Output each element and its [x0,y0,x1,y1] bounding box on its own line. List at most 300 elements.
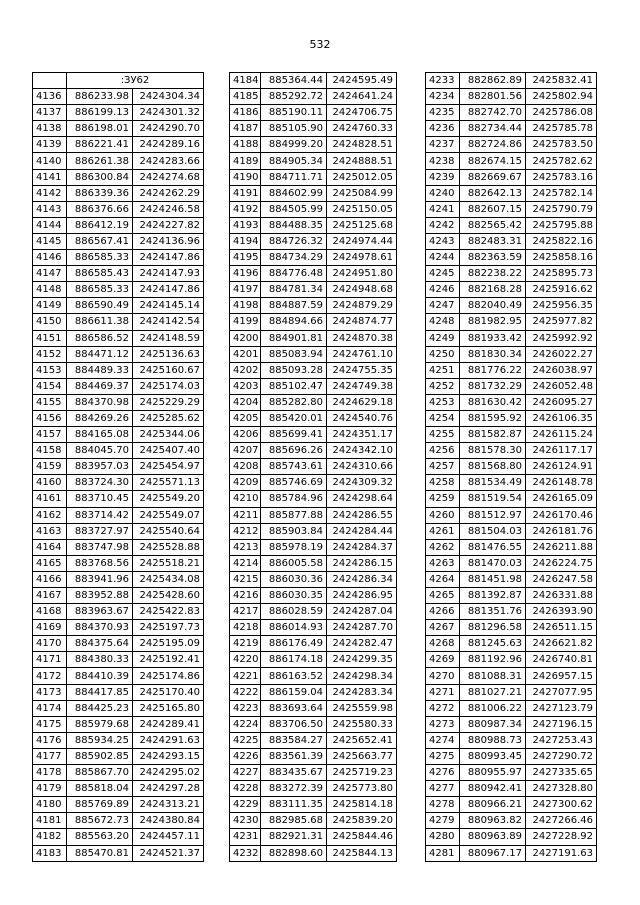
point-number: 4205 [230,410,261,426]
point-number: 4164 [33,539,67,555]
point-number: 4159 [33,459,67,475]
table-row [230,201,397,217]
x-coordinate: 884734.29 [261,250,327,266]
x-coordinate: 884894.66 [261,314,327,330]
x-coordinate: 881578.30 [460,443,526,459]
y-coordinate: 2424521.37 [133,845,204,861]
y-coordinate: 2425895.73 [526,266,597,282]
x-coordinate: 884370.93 [67,620,133,636]
x-coordinate: 884375.64 [67,636,133,652]
y-coordinate: 2426165.09 [526,491,597,507]
table-row [33,250,204,266]
table-row [426,620,597,636]
table-row [33,282,204,298]
y-coordinate: 2425174.86 [133,668,204,684]
table-row [33,668,204,684]
point-number: 4151 [33,330,67,346]
x-coordinate: 881476.55 [460,539,526,555]
point-number: 4188 [230,137,261,153]
x-coordinate: 885746.69 [261,475,327,491]
table-row [426,652,597,668]
table-row [33,700,204,716]
x-coordinate: 884370.98 [67,394,133,410]
point-number: 4221 [230,668,261,684]
point-number: 4264 [426,571,460,587]
x-coordinate: 885696.26 [261,443,327,459]
x-coordinate: 881245.63 [460,636,526,652]
y-coordinate: 2424888.51 [327,153,397,169]
point-number: 4208 [230,459,261,475]
x-coordinate: 881933.42 [460,330,526,346]
point-number: 4169 [33,620,67,636]
y-coordinate: 2424951.80 [327,266,397,282]
table-row [33,362,204,378]
y-coordinate: 2425832.41 [526,73,597,89]
x-coordinate: 881512.97 [460,507,526,523]
table-row [33,571,204,587]
y-coordinate: 2425916.62 [526,282,597,298]
y-coordinate: 2425528.88 [133,539,204,555]
point-number: 4192 [230,201,261,217]
point-number: 4225 [230,732,261,748]
table-row [33,314,204,330]
x-coordinate: 883727.97 [67,523,133,539]
y-coordinate: 2424342.10 [327,443,397,459]
x-coordinate: 881351.76 [460,604,526,620]
table-row [426,813,597,829]
x-coordinate: 880967.17 [460,845,526,861]
x-coordinate: 885364.44 [261,73,327,89]
point-number: 4149 [33,298,67,314]
x-coordinate: 881534.49 [460,475,526,491]
point-number: 4187 [230,121,261,137]
table-row [230,555,397,571]
table-row [230,732,397,748]
x-coordinate: 880955.97 [460,765,526,781]
x-coordinate: 885978.19 [261,539,327,555]
x-coordinate: 881088.31 [460,668,526,684]
table-row [426,169,597,185]
y-coordinate: 2424760.33 [327,121,397,137]
table-row [426,604,597,620]
point-number: 4237 [426,137,460,153]
point-number: 4207 [230,443,261,459]
x-coordinate: 881982.95 [460,314,526,330]
y-coordinate: 2424295.02 [133,765,204,781]
point-number: 4153 [33,362,67,378]
point-number: 4200 [230,330,261,346]
table-row [230,282,397,298]
point-number: 4177 [33,748,67,764]
point-number: 4150 [33,314,67,330]
point-number: 4216 [230,588,261,604]
point-number: 4267 [426,620,460,636]
x-coordinate: 883111.35 [261,797,327,813]
point-number: 4147 [33,266,67,282]
y-coordinate: 2426211.88 [526,539,597,555]
x-coordinate: 884410.39 [67,668,133,684]
table-row [33,169,204,185]
y-coordinate: 2425197.73 [133,620,204,636]
x-coordinate: 885867.70 [67,765,133,781]
y-coordinate: 2425160.67 [133,362,204,378]
point-number: 4238 [426,153,460,169]
y-coordinate: 2424289.16 [133,137,204,153]
point-number: 4202 [230,362,261,378]
point-number: 4186 [230,105,261,121]
table-row [426,443,597,459]
y-coordinate: 2424297.28 [133,781,204,797]
point-number: 4226 [230,748,261,764]
table-row [426,716,597,732]
y-coordinate: 2424313.21 [133,797,204,813]
x-coordinate: 882238.22 [460,266,526,282]
x-coordinate: 885190.11 [261,105,327,121]
x-coordinate: 886233.98 [67,89,133,105]
y-coordinate: 2424136.96 [133,233,204,249]
y-coordinate: 2425434.08 [133,571,204,587]
table-row [230,459,397,475]
table-row [230,507,397,523]
table-row [426,668,597,684]
y-coordinate: 2424286.15 [327,555,397,571]
point-number: 4274 [426,732,460,748]
y-coordinate: 2425786.08 [526,105,597,121]
coordinate-table-column-1 [32,72,204,862]
table-row [230,539,397,555]
x-coordinate: 883706.50 [261,716,327,732]
x-coordinate: 882862.89 [460,73,526,89]
point-number: 4176 [33,732,67,748]
table-row [230,491,397,507]
x-coordinate: 881006.22 [460,700,526,716]
table-row [230,443,397,459]
table-row [426,233,597,249]
x-coordinate: 880988.73 [460,732,526,748]
point-number: 4180 [33,797,67,813]
table-row [426,330,597,346]
x-coordinate: 881568.80 [460,459,526,475]
y-coordinate: 2425977.82 [526,314,597,330]
point-number: 4163 [33,523,67,539]
point-number: 4227 [230,765,261,781]
table-row [426,491,597,507]
point-number: 4156 [33,410,67,426]
y-coordinate: 2424262.29 [133,185,204,201]
y-coordinate: 2425344.06 [133,427,204,443]
x-coordinate: 884269.26 [67,410,133,426]
point-number: 4232 [230,845,261,861]
y-coordinate: 2424148.59 [133,330,204,346]
x-coordinate: 882724.86 [460,137,526,153]
y-coordinate: 2424879.29 [327,298,397,314]
point-number: 4251 [426,362,460,378]
y-coordinate: 2424284.37 [327,539,397,555]
table-row [426,571,597,587]
x-coordinate: 884999.20 [261,137,327,153]
y-coordinate: 2425229.29 [133,394,204,410]
table-row [230,233,397,249]
y-coordinate: 2425454.97 [133,459,204,475]
table-row [230,571,397,587]
x-coordinate: 885292.72 [261,89,327,105]
point-number: 4218 [230,620,261,636]
point-number: 4136 [33,89,67,105]
point-number: 4243 [426,233,460,249]
point-number: 4220 [230,652,261,668]
y-coordinate: 2425125.68 [327,217,397,233]
y-coordinate: 2425652.41 [327,732,397,748]
point-number: 4233 [426,73,460,89]
y-coordinate: 2425839.20 [327,813,397,829]
point-number: 4250 [426,346,460,362]
x-coordinate: 885420.01 [261,410,327,426]
point-number: 4271 [426,684,460,700]
x-coordinate: 886590.49 [67,298,133,314]
y-coordinate: 2426095.27 [526,394,597,410]
y-coordinate: 2426393.90 [526,604,597,620]
x-coordinate: 884776.48 [261,266,327,282]
point-number: 4152 [33,346,67,362]
table-row [426,684,597,700]
point-number: 4154 [33,378,67,394]
x-coordinate: 885105.90 [261,121,327,137]
point-number: 4234 [426,89,460,105]
y-coordinate: 2424147.86 [133,282,204,298]
table-row [230,523,397,539]
point-number: 4231 [230,829,261,845]
table-row [33,507,204,523]
table-row [33,121,204,137]
y-coordinate: 2424284.44 [327,523,397,539]
point-number: 4191 [230,185,261,201]
point-number: 4241 [426,201,460,217]
table-row [33,427,204,443]
x-coordinate: 886261.38 [67,153,133,169]
point-number: 4277 [426,781,460,797]
point-number: 4143 [33,201,67,217]
x-coordinate: 881519.54 [460,491,526,507]
table-row [230,153,397,169]
x-coordinate: 886221.41 [67,137,133,153]
table-row [230,427,397,443]
x-coordinate: 881027.21 [460,684,526,700]
table-row [426,797,597,813]
y-coordinate: 2425012.05 [327,169,397,185]
x-coordinate: 883714.42 [67,507,133,523]
y-coordinate: 2424755.35 [327,362,397,378]
y-coordinate: 2424351.17 [327,427,397,443]
x-coordinate: 885979.68 [67,716,133,732]
x-coordinate: 882040.49 [460,298,526,314]
x-coordinate: 884045.70 [67,443,133,459]
x-coordinate: 886199.13 [67,105,133,121]
y-coordinate: 2427196.15 [526,716,597,732]
point-number: 4248 [426,314,460,330]
y-coordinate: 2424298.34 [327,668,397,684]
table-row [230,588,397,604]
x-coordinate: 885903.84 [261,523,327,539]
table-row [33,475,204,491]
x-coordinate: 881192.96 [460,652,526,668]
x-coordinate: 883693.64 [261,700,327,716]
x-coordinate: 885743.61 [261,459,327,475]
x-coordinate: 885934.25 [67,732,133,748]
table-row [230,652,397,668]
point-number: 4155 [33,394,67,410]
point-number: 4206 [230,427,261,443]
y-coordinate: 2427253.43 [526,732,597,748]
point-number: 4141 [33,169,67,185]
table-row [33,330,204,346]
x-coordinate: 886198.01 [67,121,133,137]
y-coordinate: 2424310.66 [327,459,397,475]
point-number: 4140 [33,153,67,169]
point-number: 4182 [33,829,67,845]
x-coordinate: 882898.60 [261,845,327,861]
table-row [230,346,397,362]
y-coordinate: 2425844.13 [327,845,397,861]
point-number: 4269 [426,652,460,668]
point-number: 4171 [33,652,67,668]
y-coordinate: 2426247.58 [526,571,597,587]
y-coordinate: 2425428.60 [133,588,204,604]
table-row [426,427,597,443]
table-row [33,588,204,604]
point-number: 4199 [230,314,261,330]
point-number: 4275 [426,748,460,764]
point-number: 4181 [33,813,67,829]
x-coordinate: 881451.98 [460,571,526,587]
x-coordinate: 884488.35 [261,217,327,233]
y-coordinate: 2426331.88 [526,588,597,604]
y-coordinate: 2425814.18 [327,797,397,813]
point-number: 4247 [426,298,460,314]
x-coordinate: 885769.89 [67,797,133,813]
point-number: 4268 [426,636,460,652]
point-number: 4246 [426,282,460,298]
table-row [426,89,597,105]
point-number: 4252 [426,378,460,394]
x-coordinate: 881630.42 [460,394,526,410]
y-coordinate: 2426170.46 [526,507,597,523]
y-coordinate: 2424227.82 [133,217,204,233]
point-number: 4240 [426,185,460,201]
table-row [230,829,397,845]
point-number: 4209 [230,475,261,491]
y-coordinate: 2424142.54 [133,314,204,330]
point-number: 4185 [230,89,261,105]
y-coordinate: 2426181.76 [526,523,597,539]
x-coordinate: 882168.28 [460,282,526,298]
x-coordinate: 881582.87 [460,427,526,443]
table-row [426,732,597,748]
y-coordinate: 2424283.66 [133,153,204,169]
y-coordinate: 2426038.97 [526,362,597,378]
y-coordinate: 2424304.34 [133,89,204,105]
point-number: 4212 [230,523,261,539]
x-coordinate: 883584.27 [261,732,327,748]
y-coordinate: 2424282.47 [327,636,397,652]
x-coordinate: 885672.73 [67,813,133,829]
point-number: 4193 [230,217,261,233]
y-coordinate: 2425422.83 [133,604,204,620]
y-coordinate: 2425192.41 [133,652,204,668]
y-coordinate: 2425518.21 [133,555,204,571]
point-number: 4249 [426,330,460,346]
y-coordinate: 2424828.51 [327,137,397,153]
x-coordinate: 884505.99 [261,201,327,217]
x-coordinate: 885470.81 [67,845,133,861]
table-row [426,539,597,555]
y-coordinate: 2424246.58 [133,201,204,217]
x-coordinate: 881392.87 [460,588,526,604]
point-number: 4230 [230,813,261,829]
point-number: 4179 [33,781,67,797]
table-row [426,185,597,201]
table-row [426,765,597,781]
y-coordinate: 2425822.16 [526,233,597,249]
table-row [33,748,204,764]
point-number: 4204 [230,394,261,410]
y-coordinate: 2426511.15 [526,620,597,636]
x-coordinate: 886300.84 [67,169,133,185]
table-row [230,362,397,378]
point-number: 4217 [230,604,261,620]
x-coordinate: 885102.47 [261,378,327,394]
y-coordinate: 2424147.86 [133,250,204,266]
table-row [33,89,204,105]
x-coordinate: 886376.66 [67,201,133,217]
table-row [426,73,597,89]
point-number: 4196 [230,266,261,282]
y-coordinate: 2424147.93 [133,266,204,282]
y-coordinate: 2424380.84 [133,813,204,829]
table-row [230,137,397,153]
point-number: 4254 [426,410,460,426]
y-coordinate: 2427328.80 [526,781,597,797]
table-row [426,217,597,233]
table-row [33,378,204,394]
x-coordinate: 886567.41 [67,233,133,249]
y-coordinate: 2425165.80 [133,700,204,716]
y-coordinate: 2424299.35 [327,652,397,668]
table-row [33,491,204,507]
x-coordinate: 883272.39 [261,781,327,797]
table-row [426,588,597,604]
y-coordinate: 2424870.38 [327,330,397,346]
table-row [230,700,397,716]
point-number: 4253 [426,394,460,410]
table-row [426,748,597,764]
point-number: 4263 [426,555,460,571]
table-row [33,233,204,249]
y-coordinate: 2425773.80 [327,781,397,797]
table-row [426,153,597,169]
x-coordinate: 884417.85 [67,684,133,700]
x-coordinate: 884380.33 [67,652,133,668]
point-number: 4236 [426,121,460,137]
point-number: 4160 [33,475,67,491]
x-coordinate: 886163.52 [261,668,327,684]
y-coordinate: 2425580.33 [327,716,397,732]
table-row [426,298,597,314]
x-coordinate: 886014.93 [261,620,327,636]
coordinate-table-column-2 [229,72,397,862]
point-number: 4166 [33,571,67,587]
table-row [426,555,597,571]
point-number: 4137 [33,105,67,121]
